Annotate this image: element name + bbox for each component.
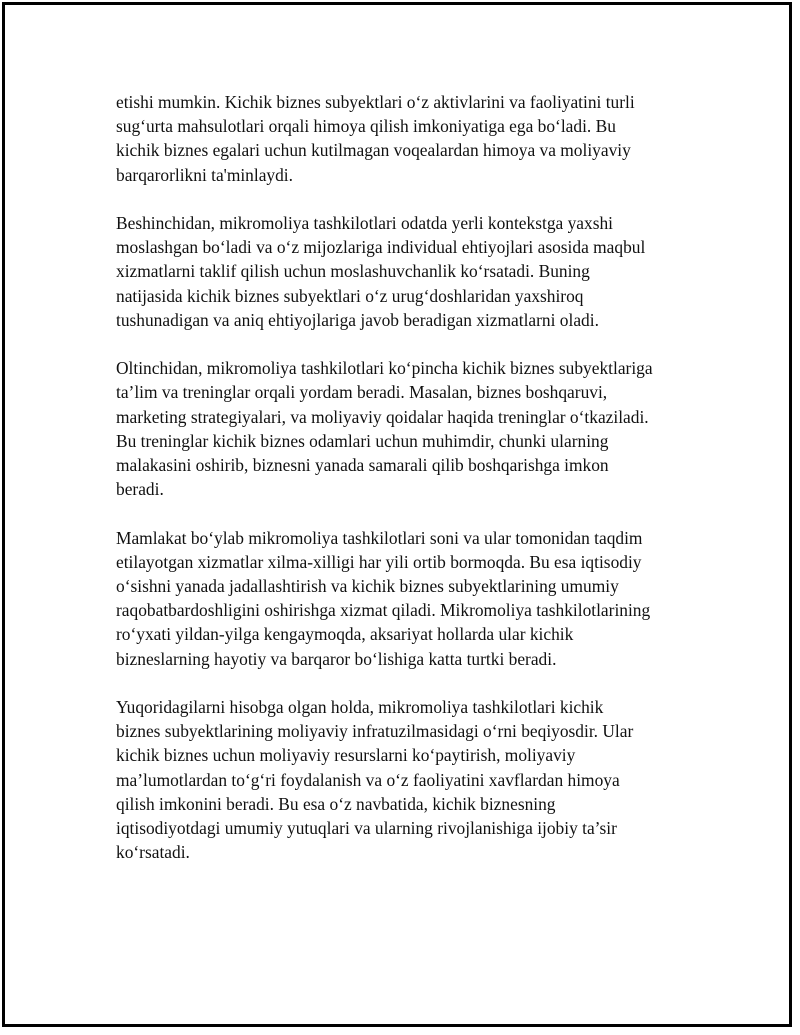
paragraph-3: Oltinchidan, mikromoliya tashkilotlari ko‘pincha kichik biznes subyektlariga ta’lim va treninglar orqali yordam beradi. Masalan, biznes boshqaruvi, marketing strategiyalari, va moliyaviy qoidalar haqida treninglar o‘tkaziladi. Bu treninglar kichik biznes odamlari uchun muhimdir, chunki ularning malakasini oshirib, biznesni yanada samarali qilib boshqarishga imkon beradi.	[116, 358, 653, 500]
paragraph-2: Beshinchidan, mikromoliya tashkilotlari odatda yerli kontekstga yaxshi moslashgan bo‘ladi va o‘z mijozlariga individual ehtiyojlari asosida maqbul xizmatlarni taklif qilish uchun moslashuvchanlik ko‘rsatadi. Buning natijasida kichik biznes subyektlari o‘z urug‘doshlaridan yaxshiroq tushunadigan va aniq ehtiyojlariga javob beradigan xizmatlarni oladi.	[116, 213, 646, 330]
paragraph-1: etishi mumkin. Kichik biznes subyektlari o‘z aktivlarini va faoliyatini turli sug‘urta mahsulotlari orqali himoya qilish imkoniyatiga ega bo‘ladi. Bu kichik biznes egalari uchun kutilmagan voqealardan himoya va moliyaviy barqarorlikni ta'minlaydi.	[116, 92, 635, 185]
paragraph-5: Yuqoridagilarni hisobga olgan holda, mikromoliya tashkilotlari kichik biznes subyektlarining moliyaviy infratuzilmasidagi o‘rni beqiyosdir. Ular kichik biznes uchun moliyaviy resurslarni ko‘paytirish, moliyaviy ma’lumotlardan to‘g‘ri foydalanish va o‘z faoliyatini xavflardan himoya qilish imkonini beradi. Bu esa o‘z navbatida, kichik biznesning iqtisodiyotdagi umumiy yutuqlari va ularning rivojlanishiga ijobiy ta’sir ko‘rsatadi.	[116, 697, 634, 863]
paragraph-4: Mamlakat bo‘ylab mikromoliya tashkilotlari soni va ular tomonidan taqdim etilayotgan xizmatlar xilma-xilligi har yili ortib bormoqda. Bu esa iqtisodiy o‘sishni yanada jadallashtirish va kichik biznes subyektlarining umumiy raqobatbardoshligini oshirishga xizmat qiladi. Mikromoliya tashkilotlarining ro‘yxati yildan-yilga kengaymoqda, aksariyat hollarda ular kichik bizneslarning hayotiy va barqaror bo‘lishiga katta turtki beradi.	[116, 527, 651, 669]
document-body	[116, 90, 694, 889]
